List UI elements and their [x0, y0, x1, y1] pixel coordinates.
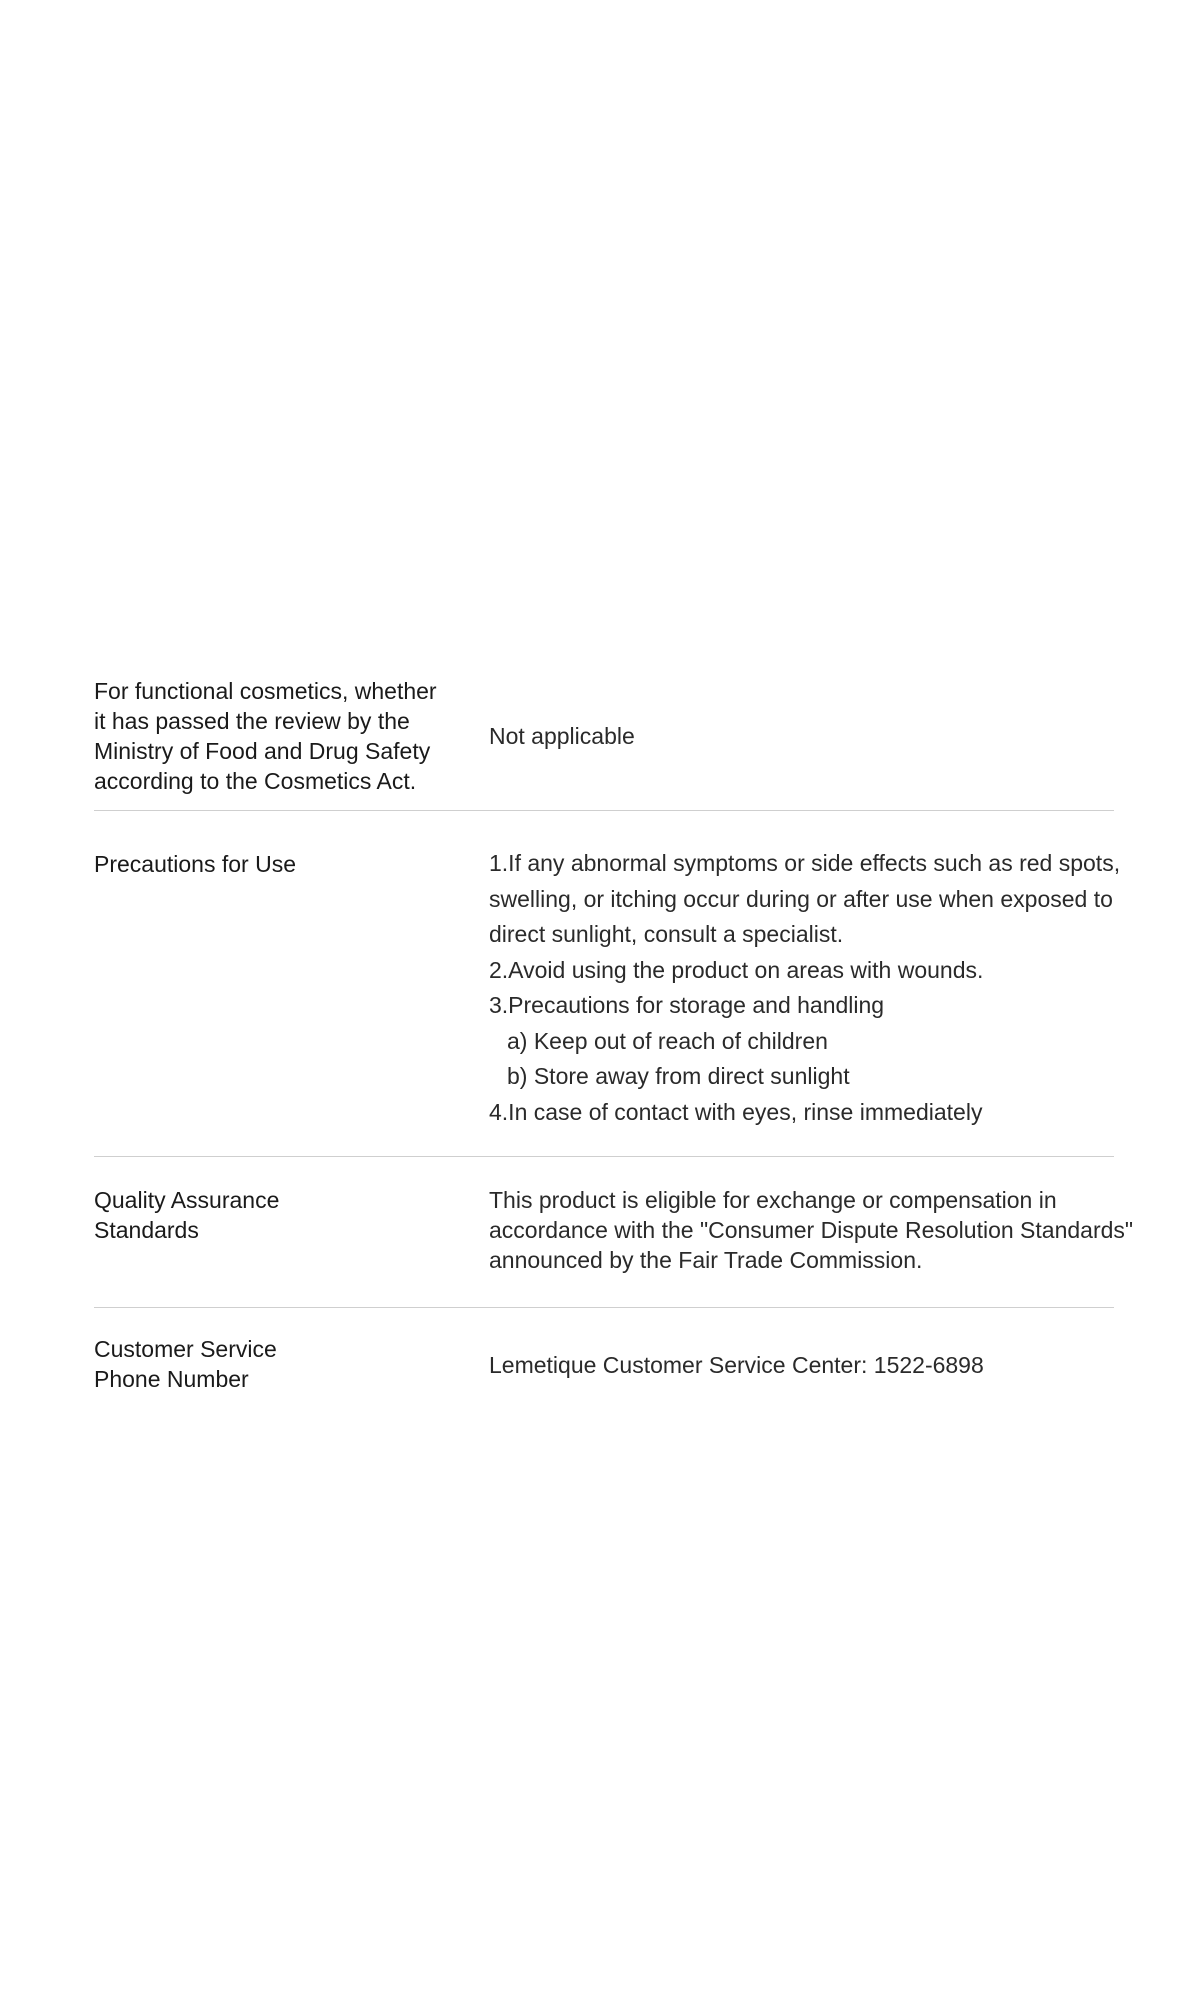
row-label — [94, 1185, 489, 1245]
row-label — [94, 849, 489, 879]
info-row-quality-assurance — [94, 1157, 1134, 1307]
row-label-line: Precautions for Use — [94, 851, 296, 877]
row-value — [489, 846, 1120, 1130]
row-label-line: Customer Service — [94, 1336, 277, 1362]
row-value-line: announced by the Fair Trade Commission. — [489, 1247, 923, 1273]
row-value-subline: b) Store away from direct sunlight — [507, 1063, 850, 1089]
row-value-line: 1.If any abnormal symptoms or side effects such as red spots, — [489, 850, 1121, 876]
row-label — [94, 1334, 489, 1394]
row-value-line: accordance with the "Consumer Dispute Resolution Standards" — [489, 1217, 1134, 1243]
row-value-line: direct sunlight, consult a specialist. — [489, 921, 844, 947]
row-label-line: Phone Number — [94, 1366, 249, 1392]
row-label-line: it has passed the review by the — [94, 708, 410, 734]
customer-service-phone: Lemetique Customer Service Center: 1522-6898 — [489, 1352, 984, 1378]
info-row-functional-cosmetics — [94, 650, 1114, 810]
row-value-line: 2.Avoid using the product on areas with wounds. — [489, 956, 984, 983]
row-value-line: swelling, or itching occur during or after use when exposed to — [489, 885, 1113, 912]
row-label-line: Standards — [94, 1217, 199, 1243]
row-value-line: This product is eligible for exchange or compensation in — [489, 1187, 1057, 1213]
info-row-precautions — [94, 811, 1121, 1156]
info-row-customer-service — [94, 1308, 1114, 1418]
row-label — [94, 676, 489, 796]
row-label-line: For functional cosmetics, whether — [94, 678, 437, 704]
row-value-line: Not applicable — [489, 723, 635, 749]
product-info-table — [94, 650, 1134, 1418]
row-value-line: 3.Precautions for storage and handling — [489, 992, 885, 1018]
row-label-line: Quality Assurance — [94, 1187, 280, 1213]
row-value-subline: a) Keep out of reach of children — [507, 1027, 828, 1054]
row-value — [489, 721, 1114, 751]
row-value-line: 4.In case of contact with eyes, rinse immediately — [489, 1098, 983, 1125]
row-label-line: Ministry of Food and Drug Safety — [94, 738, 431, 764]
row-label-line: according to the Cosmetics Act. — [94, 768, 417, 794]
row-value — [489, 1185, 1133, 1275]
row-value — [489, 1334, 1114, 1380]
